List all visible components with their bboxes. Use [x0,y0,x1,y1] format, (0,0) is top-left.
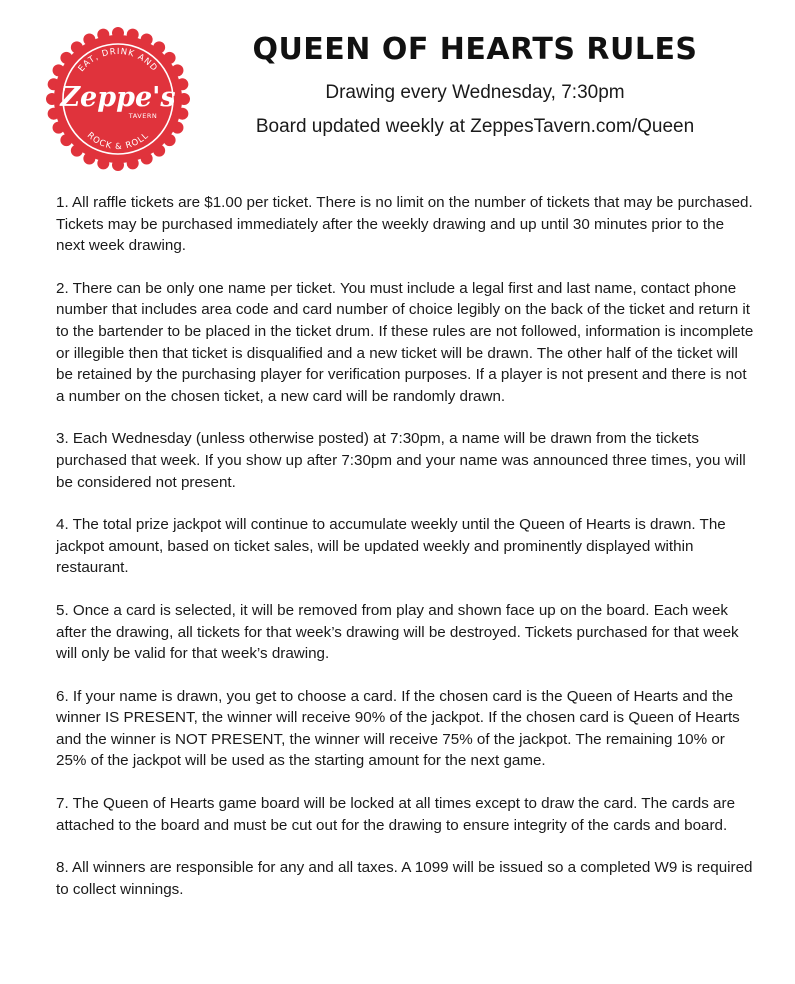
header [210,30,740,140]
rule-4: 4. The total prize jackpot will continue to accumulate weekly until the Queen of Hearts is drawn. The jackpot amount, based on ticket sales, will be updated weekly and prominently displayed within restaurant. [56,516,726,577]
board-update-note: Board updated weekly at ZeppesTavern.com/Queen [255,116,695,137]
page-title: QUEEN OF HEARTS RULES [252,32,698,67]
rule-2: 2. There can be only one name per ticket. You must include a legal first and last name, contact phone number that includes area code and card number of choice legibly on the back of the ticket and return it to the bartender to be placed in the ticket drum. If these rules are not followed, information is incomplete or illegible then that ticket is disqualified and a new ticket will be drawn. The other half of the ticket will be retained by the purchasing player for verification purposes. If a player is not present and there is not a number on the chosen ticket, a new card will be randomly drawn. [56,279,754,405]
drawing-schedule: Drawing every Wednesday, 7:30pm [325,82,625,103]
rule-7: 7. The Queen of Hearts game board will be locked at all times except to draw the card. The cards are attached to the board and must be cut out for the drawing to ensure integrity of the cards and board. [56,795,736,834]
rules-list [56,192,756,921]
rule-1: 1. All raffle tickets are $1.00 per ticket. There is no limit on the number of tickets that may be purchased. Tickets may be purchased immediately after the weekly drawing and up until 30 minutes prior to the next week drawing. [56,194,753,255]
logo-top-text: EAT, DRINK AND [76,46,160,74]
logo-name: Zeppe's [60,82,176,113]
rule-6: 6. If your name is drawn, you get to choose a card. If the chosen card is the Queen of Hearts and the winner IS PRESENT, the winner will receive 90% of the jackpot. If the chosen card is Queen of Hearts and the winner is NOT PRESENT, the winner will receive 75% of the jackpot. The remaining 10% or 25% of the jackpot will be used as the starting amount for the next game. [56,687,740,770]
rule-5: 5. Once a card is selected, it will be removed from play and shown face up on the board. Each week after the drawing, all tickets for that week’s drawing will be destroyed. Tickets purchased for that week will only be valid for that week’s drawing. [56,601,739,663]
rule-8: 8. All winners are responsible for any and all taxes. A 1099 will be issued so a completed W9 is required to collect winnings. [56,859,753,898]
rule-3: 3. Each Wednesday (unless otherwise posted) at 7:30pm, a name will be drawn from the tickets purchased that week. If you show up after 7:30pm and your name was announced three times, you will be considered not present. [56,430,746,491]
zeppes-logo [45,26,191,172]
logo-sub: TAVERN [128,112,158,120]
logo-bottom-text: ROCK & ROLL [84,130,152,153]
